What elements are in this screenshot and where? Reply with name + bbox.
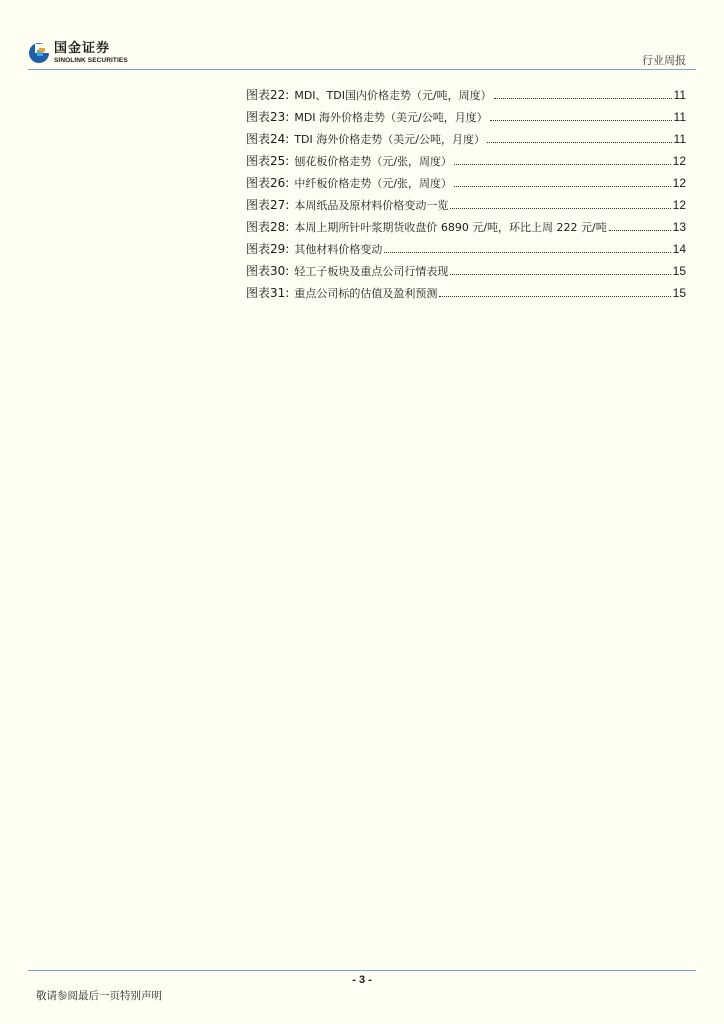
footer-divider [28,970,696,971]
toc-leader-dots [494,98,672,99]
toc-entry-title: TDI 海外价格走势（美元/公吨，月度） [294,133,485,146]
toc-leader-dots [454,186,671,187]
toc-entry-title: 中纤板价格走势（元/张，周度） [294,177,453,190]
toc-entry-page: 12 [672,154,686,168]
logo-english-name: SINOLINK SECURITIES [54,57,128,64]
disclaimer-note: 敬请参阅最后一页特别声明 [36,990,162,1002]
toc-entry-title: MDI 海外价格走势（美元/公吨，月度） [294,111,488,124]
toc-entry-label: 图表29: [246,242,290,256]
toc-entry[interactable] [246,152,686,174]
toc-leader-dots [384,252,670,253]
toc-entry-page: 15 [672,286,686,300]
toc-entry[interactable] [246,262,686,284]
toc-entry-label: 图表30: [246,264,290,278]
toc-leader-dots [490,120,672,121]
toc-entry-page: 15 [672,264,686,278]
toc-entry-page: 13 [672,220,686,234]
header-divider [28,69,696,70]
page-number: - 3 - [352,974,372,986]
toc-entry[interactable] [246,218,686,240]
toc-entry-page: 12 [672,176,686,190]
toc-entry-title: 其他材料价格变动 [294,243,383,256]
toc-entry-page: 11 [673,110,686,124]
toc-entry-label: 图表28: [246,220,290,234]
toc-entry[interactable] [246,196,686,218]
toc-entry-title: 本周上期所针叶浆期货收盘价 6890 元/吨，环比上周 222 元/吨 [294,221,607,234]
toc-entry-page: 14 [672,242,686,256]
toc-entry[interactable] [246,240,686,262]
toc-leader-dots [450,208,670,209]
toc-entry-page: 11 [673,132,686,146]
report-type-label: 行业周报 [642,54,686,67]
figure-list [246,86,686,306]
toc-entry-label: 图表23: [246,110,290,124]
toc-entry-page: 12 [672,198,686,212]
logo-chinese-name: 国金证券 [54,41,111,56]
toc-leader-dots [454,164,671,165]
toc-entry-title: 刨花板价格走势（元/张，周度） [294,155,453,168]
toc-entry[interactable] [246,284,686,306]
page-header [0,0,724,70]
toc-entry[interactable] [246,108,686,130]
toc-entry-label: 图表26: [246,176,290,190]
toc-entry-title: MDI、TDI国内价格走势（元/吨，周度） [294,89,492,102]
toc-leader-dots [450,274,670,275]
toc-entry-label: 图表22: [246,88,290,102]
toc-entry-label: 图表27: [246,198,290,212]
toc-entry-title: 本周纸品及原材料价格变动一览 [294,199,449,212]
toc-entry-page: 11 [673,88,686,102]
toc-entry[interactable] [246,174,686,196]
sinolink-logo-icon [28,42,50,64]
toc-entry[interactable] [246,86,686,108]
toc-entry-label: 图表25: [246,154,290,168]
toc-entry-title: 重点公司标的估值及盈利预测 [294,287,438,300]
company-logo [28,42,128,68]
toc-leader-dots [439,296,670,297]
toc-entry-title: 轻工子板块及重点公司行情表现 [294,265,449,278]
toc-entry-label: 图表24: [246,132,290,146]
toc-leader-dots [487,142,672,143]
toc-entry[interactable] [246,130,686,152]
toc-entry-label: 图表31: [246,286,290,300]
toc-leader-dots [609,230,671,231]
